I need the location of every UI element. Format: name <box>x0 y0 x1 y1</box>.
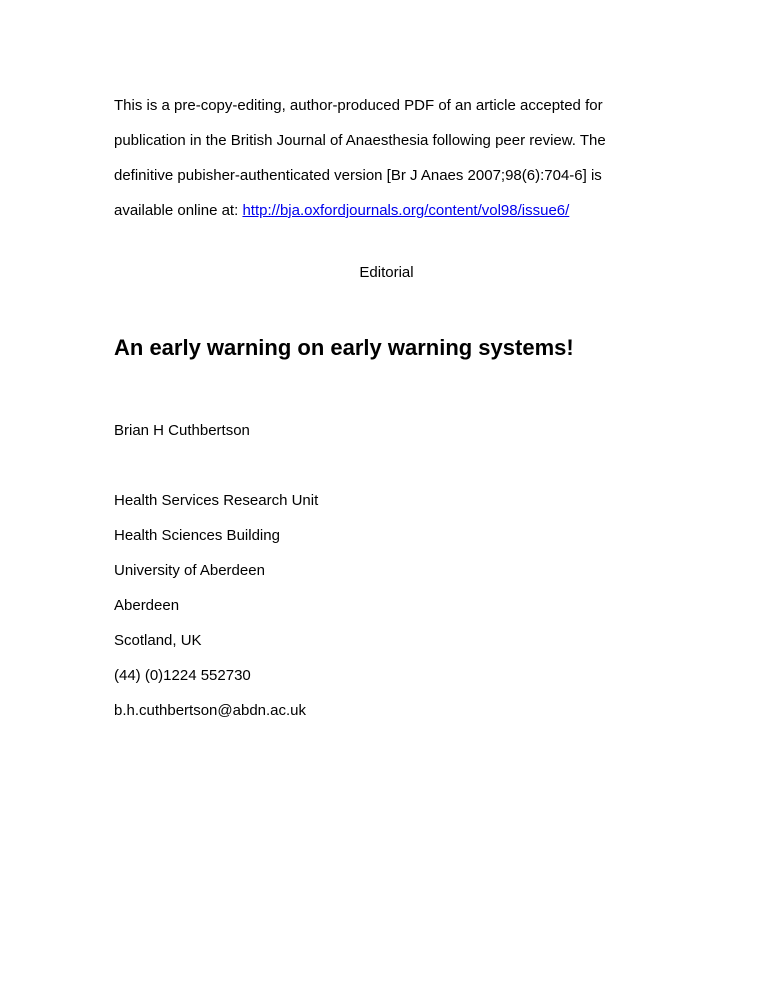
notice-line-2: publication in the British Journal of Anaesthesia following peer review. The <box>114 132 606 149</box>
notice-line-3: definitive pubisher-authenticated version [Br J Anaes 2007;98(6):704-6] is <box>114 167 602 184</box>
address-phone: (44) (0)1224 552730 <box>114 667 251 684</box>
address-city: Aberdeen <box>114 597 180 614</box>
notice-line-4-prefix: available online at: <box>114 202 243 219</box>
address-university: University of Aberdeen <box>114 562 265 579</box>
address-country: Scotland, UK <box>114 632 202 649</box>
article-type-label: Editorial <box>359 264 414 281</box>
journal-issue-link[interactable]: http://bja.oxfordjournals.org/content/vol98/issue6/ <box>242 202 570 219</box>
notice-line-1: This is a pre-copy-editing, author-produced PDF of an article accepted for <box>114 97 603 114</box>
address-unit: Health Services Research Unit <box>114 492 319 509</box>
address-building: Health Sciences Building <box>114 527 280 544</box>
notice-line-4 <box>114 193 674 228</box>
address-email: b.h.cuthbertson@abdn.ac.uk <box>114 702 307 719</box>
copyright-notice <box>114 88 674 228</box>
article-title: An early warning on early warning systems! <box>114 335 574 360</box>
author-address <box>114 483 318 728</box>
author-name: Brian H Cuthbertson <box>114 422 250 439</box>
